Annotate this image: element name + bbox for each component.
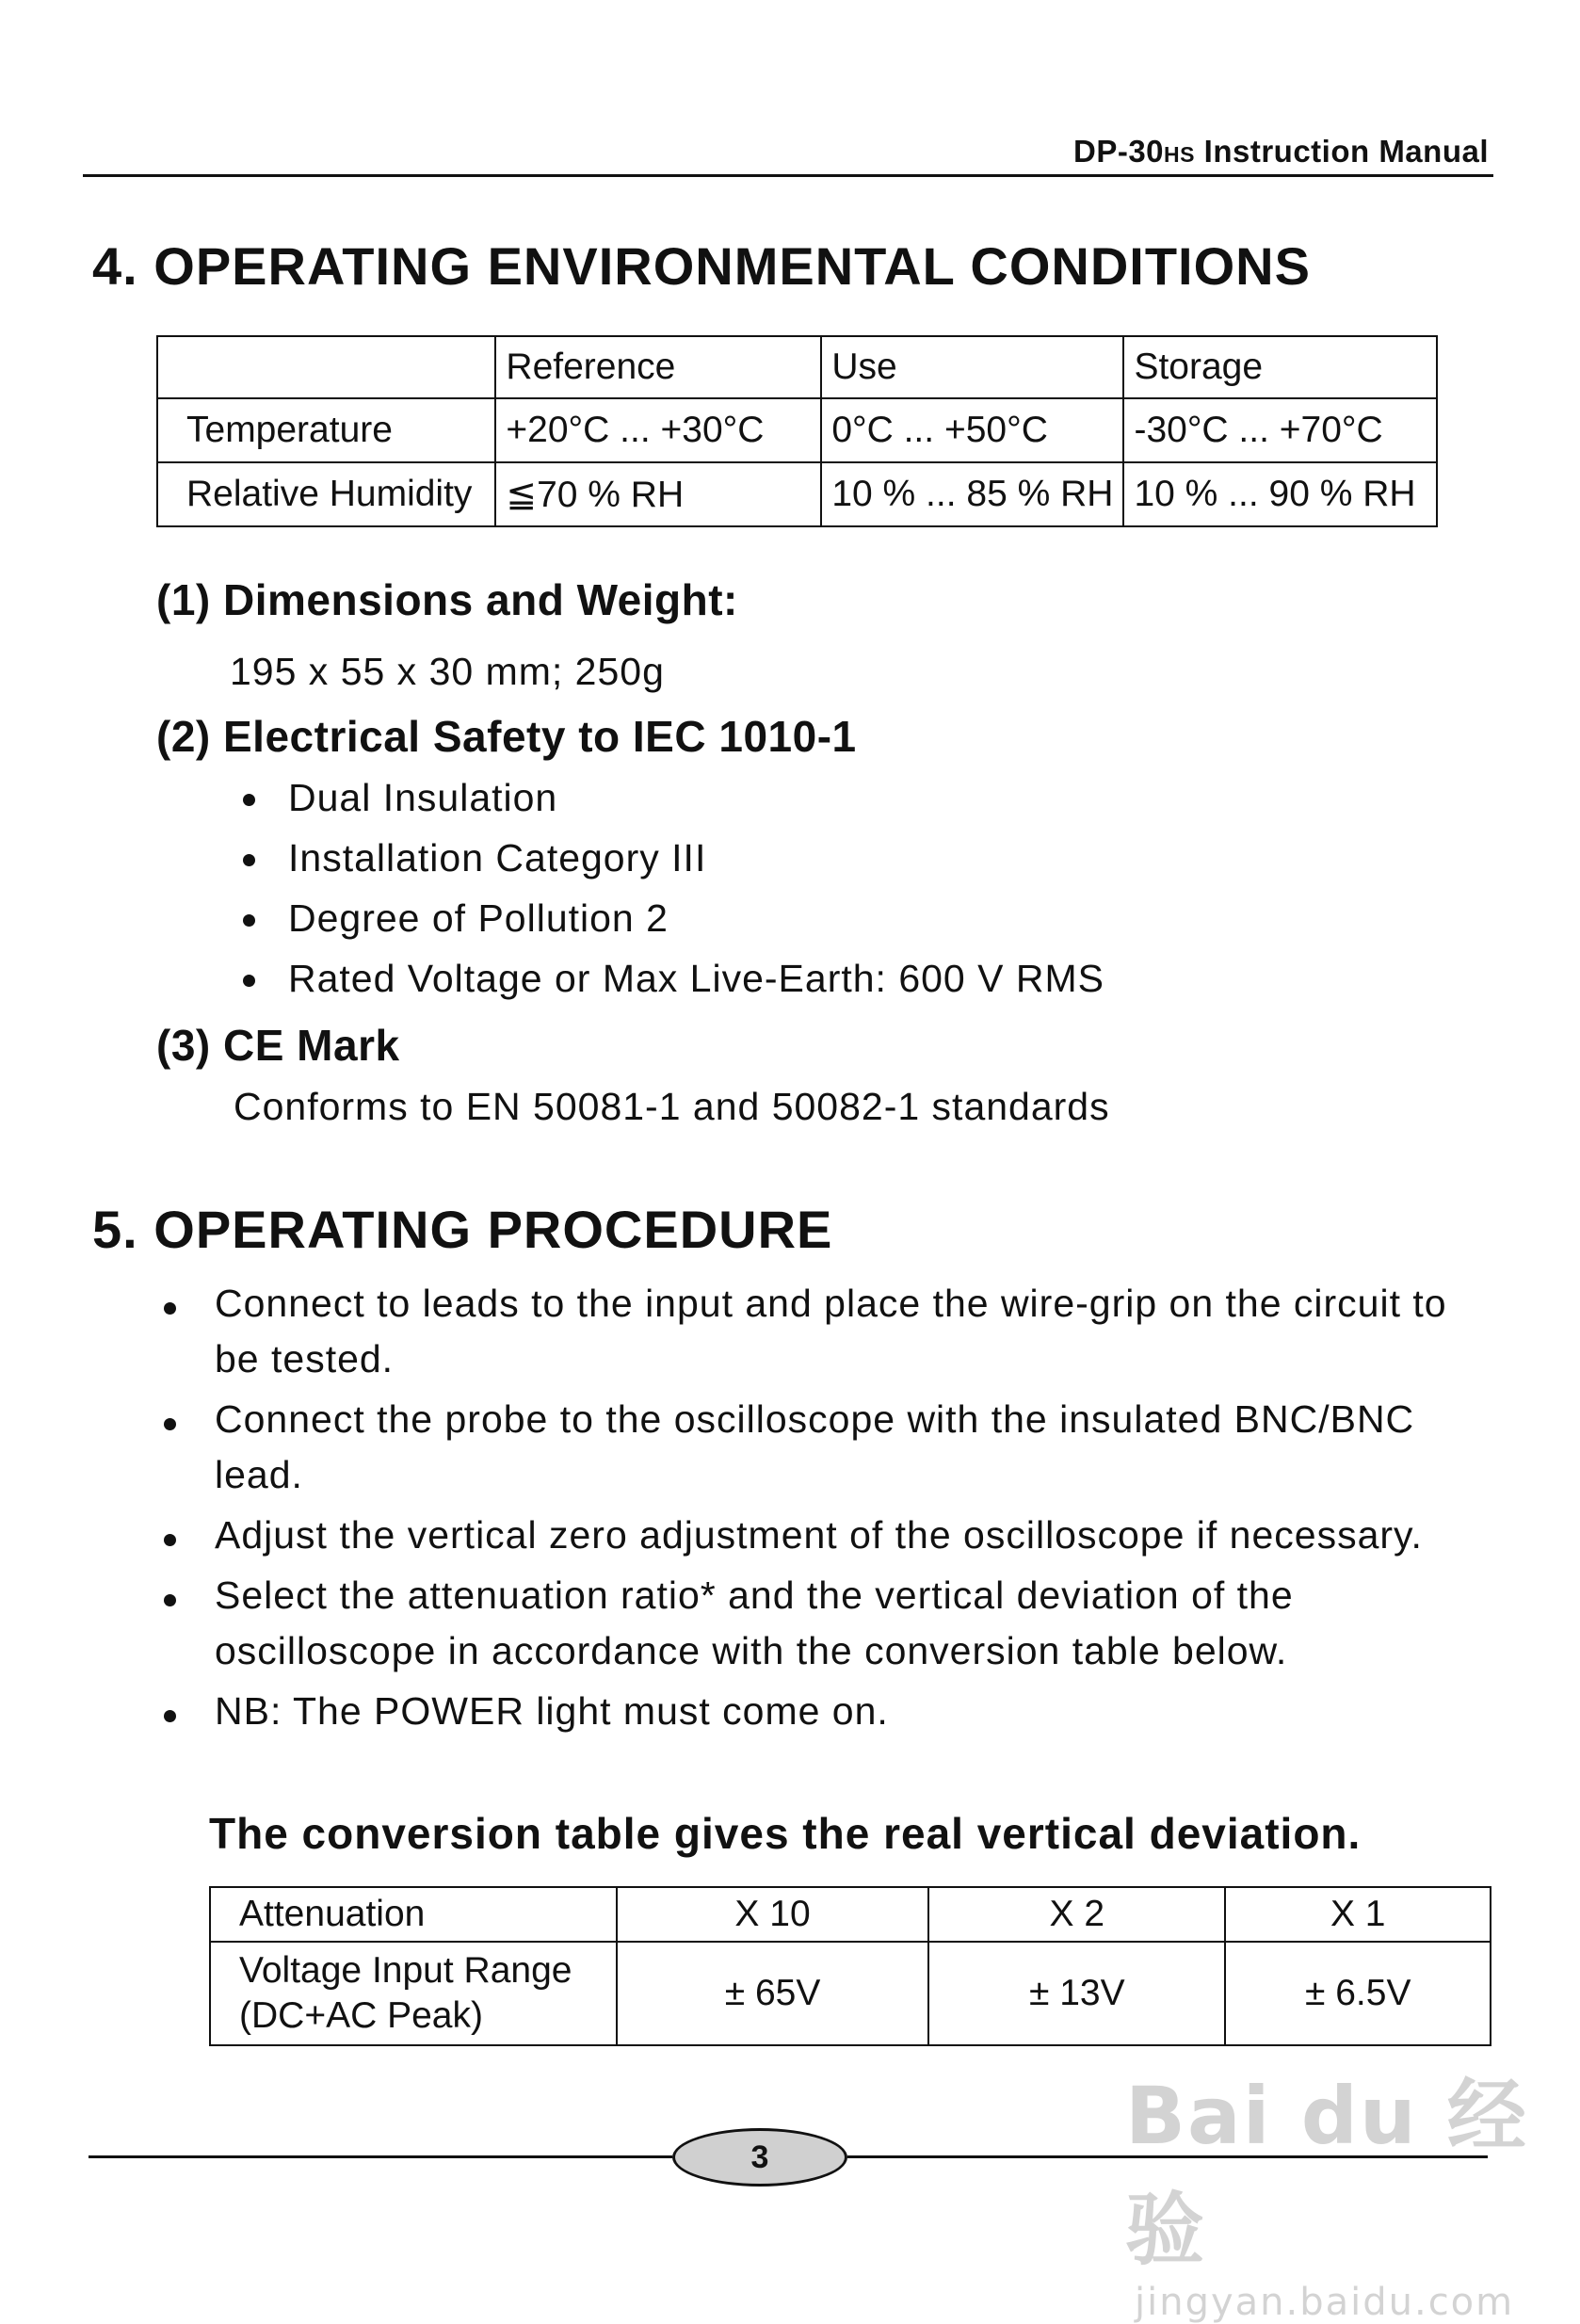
list-item: Installation Category III bbox=[232, 828, 1104, 888]
watermark bbox=[1125, 2053, 1580, 2324]
footer-divider-left bbox=[89, 2155, 672, 2158]
table-cell: 10 % ... 85 % RH bbox=[821, 462, 1123, 526]
table-row bbox=[210, 1942, 1491, 2045]
conversion-table bbox=[209, 1886, 1491, 2046]
header-title bbox=[1073, 134, 1489, 169]
ce-mark-heading: (3) CE Mark bbox=[156, 1021, 400, 1070]
table-cell: ± 13V bbox=[928, 1942, 1225, 2045]
list-item: Connect the probe to the oscilloscope with the insulated BNC/BNC lead. bbox=[162, 1392, 1480, 1503]
watermark-url: jingyan.baidu.com bbox=[1135, 2281, 1515, 2324]
table-row bbox=[157, 398, 1437, 462]
dimensions-heading: (1) Dimensions and Weight: bbox=[156, 575, 738, 624]
table-header-cell: X 1 bbox=[1225, 1887, 1491, 1942]
ce-mark-text: Conforms to EN 50081-1 and 50082-1 standards bbox=[234, 1085, 1110, 1128]
page-number: 3 bbox=[672, 2128, 847, 2187]
table-cell: -30°C ... +70°C bbox=[1123, 398, 1437, 462]
watermark-logo-text: Bai du 经验 bbox=[1125, 2070, 1528, 2276]
safety-list bbox=[232, 767, 1104, 1009]
dimensions-text: 195 x 55 x 30 mm; 250g bbox=[230, 650, 665, 693]
table-row-label: Temperature bbox=[157, 398, 495, 462]
table-row-label: Relative Humidity bbox=[157, 462, 495, 526]
table-cell: ± 65V bbox=[617, 1942, 928, 2045]
header-divider bbox=[83, 174, 1493, 177]
electrical-safety-heading: (2) Electrical Safety to IEC 1010-1 bbox=[156, 712, 857, 761]
list-item: Connect to leads to the input and place the wire-grip on the circuit to be tested. bbox=[162, 1276, 1480, 1387]
list-item: Degree of Pollution 2 bbox=[232, 888, 1104, 948]
table-cell: +20°C ... +30°C bbox=[495, 398, 821, 462]
table-header-cell: Attenuation bbox=[210, 1887, 617, 1942]
section-5-heading: 5. OPERATING PROCEDURE bbox=[92, 1200, 833, 1259]
row-label-line: (DC+AC Peak) bbox=[239, 1995, 483, 2036]
row-label-line: Voltage Input Range bbox=[239, 1950, 572, 1991]
list-item: Adjust the vertical zero adjustment of the oscilloscope if necessary. bbox=[162, 1508, 1480, 1563]
list-item: Rated Voltage or Max Live-Earth: 600 V RMS bbox=[232, 948, 1104, 1009]
table-header-cell bbox=[157, 336, 495, 398]
table-row bbox=[157, 462, 1437, 526]
table-cell: ± 6.5V bbox=[1225, 1942, 1491, 2045]
environment-conditions-table bbox=[156, 335, 1438, 527]
list-item: Dual Insulation bbox=[232, 767, 1104, 828]
table-header-cell: Reference bbox=[495, 336, 821, 398]
table-cell: 10 % ... 90 % RH bbox=[1123, 462, 1437, 526]
header-title-rest: Instruction Manual bbox=[1194, 134, 1489, 169]
table-header-row bbox=[210, 1887, 1491, 1942]
procedure-list bbox=[162, 1276, 1480, 1744]
table-header-cell: X 10 bbox=[617, 1887, 928, 1942]
header-model: DP-30 bbox=[1072, 134, 1165, 169]
list-item: NB: The POWER light must come on. bbox=[162, 1684, 1480, 1739]
conversion-note: The conversion table gives the real vertical deviation. bbox=[209, 1809, 1362, 1858]
table-header-cell: Use bbox=[821, 336, 1123, 398]
table-cell: 0°C ... +50°C bbox=[821, 398, 1123, 462]
list-item: Select the attenuation ratio* and the vertical deviation of the oscilloscope in accordance with the conversion table below. bbox=[162, 1568, 1480, 1679]
table-cell: ≦70 % RH bbox=[495, 462, 821, 526]
header-model-suffix: HS bbox=[1164, 142, 1195, 167]
table-header-cell: X 2 bbox=[928, 1887, 1225, 1942]
table-row-label bbox=[210, 1942, 617, 2045]
section-4-heading: 4. OPERATING ENVIRONMENTAL CONDITIONS bbox=[92, 236, 1311, 296]
table-header-row bbox=[157, 336, 1437, 398]
table-header-cell: Storage bbox=[1123, 336, 1437, 398]
